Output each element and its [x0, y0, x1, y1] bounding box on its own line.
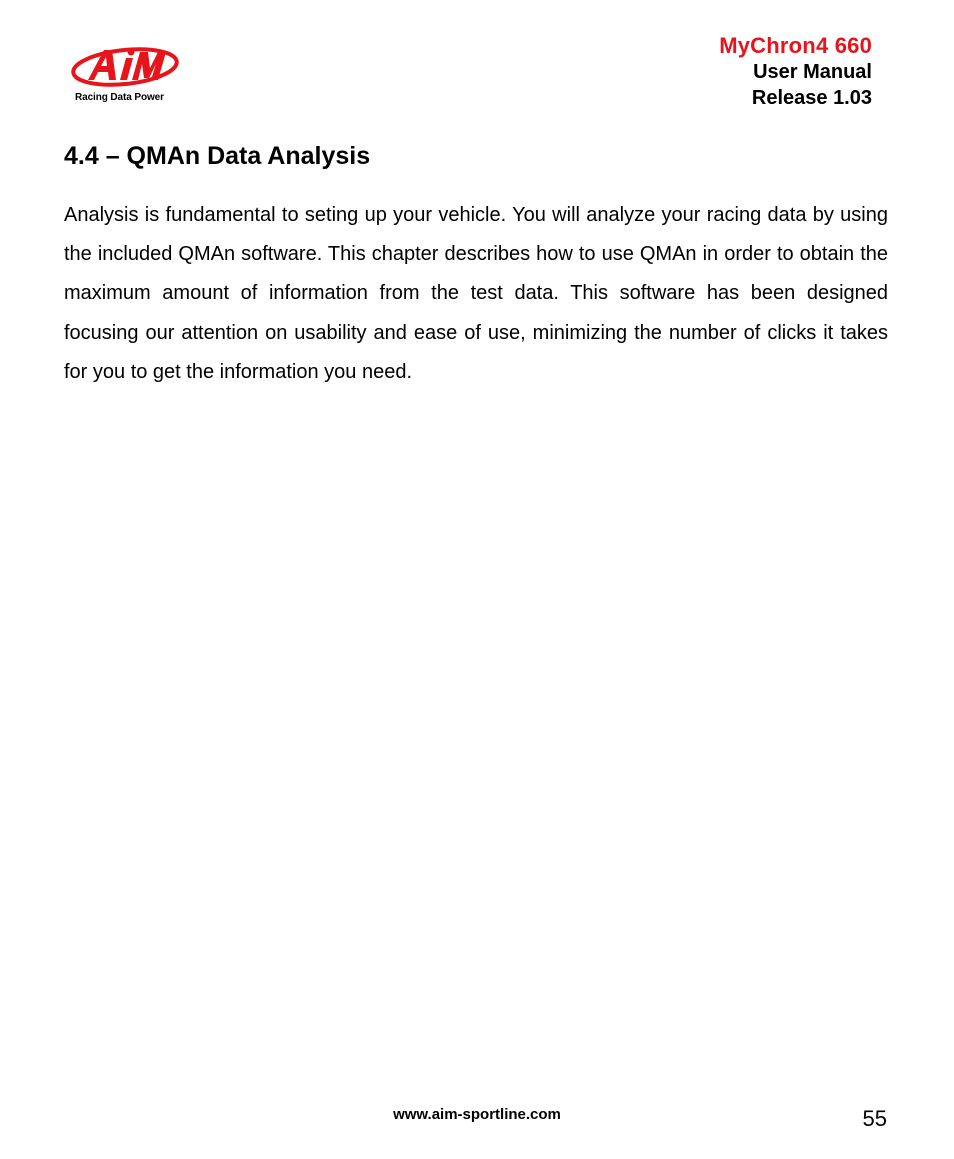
document-type: User Manual	[753, 61, 872, 83]
aim-logo-mark-icon	[70, 40, 185, 90]
aim-logo	[70, 40, 185, 106]
section-title: 4.4 – QMAn Data Analysis	[64, 142, 371, 170]
release-version: Release 1.03	[751, 87, 872, 109]
section-body-paragraph: Analysis is fundamental to seting up your vehicle. You will analyze your racing data by using the included QMAn software. This chapter describes how to use QMAn in order to obtain the maximum amount of information from the test data. This software has been designed focusing our attention on usability and ease of use, minimizing the number of clicks it takes for you to get the information you need.	[64, 204, 888, 383]
document-header	[719, 33, 872, 111]
product-name: MyChron4 660	[719, 33, 872, 58]
footer-url: www.aim-sportline.com	[393, 1106, 561, 1123]
logo-tagline: Racing Data Power	[75, 92, 164, 103]
page-number: 55	[862, 1106, 887, 1131]
